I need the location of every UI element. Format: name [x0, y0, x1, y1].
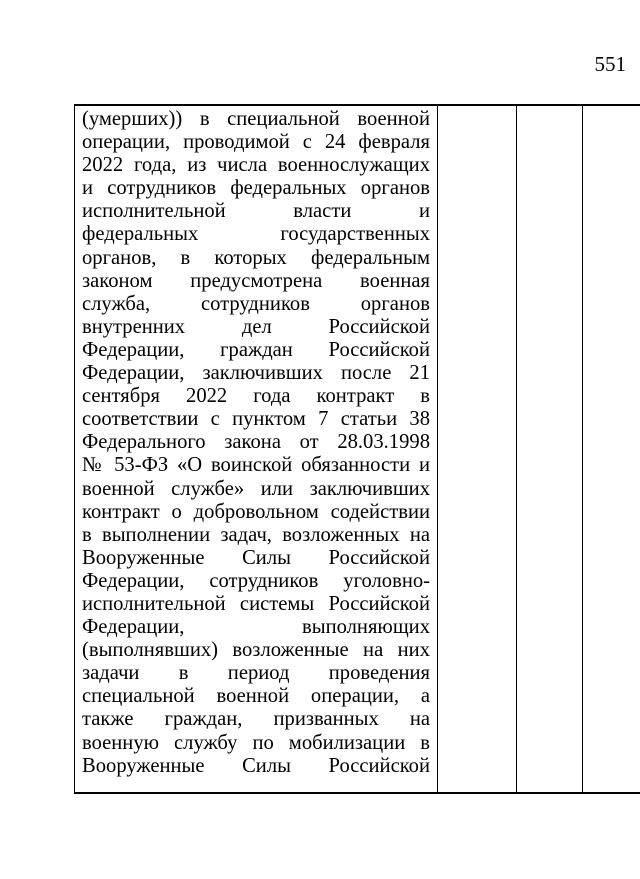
- text-line: Вооруженные Силы Российской: [82, 546, 430, 569]
- table-border-left: [74, 106, 75, 792]
- text-line: соответствии с пунктом 7 статьи 38: [82, 408, 430, 431]
- text-line: 2022 года, из числа военнослужащих: [82, 154, 430, 177]
- table-column-divider-2: [516, 106, 517, 792]
- text-line: внутренних дел Российской: [82, 315, 430, 338]
- text-line: Федерального закона от 28.03.1998: [82, 431, 430, 454]
- document-table: [74, 104, 640, 794]
- text-line: служба, сотрудников органов: [82, 292, 430, 315]
- text-line: (умерших)) в специальной военной: [82, 108, 430, 130]
- text-line: Федерации, заключивших после 21: [82, 362, 430, 385]
- text-line: в выполнении задач, возложенных на: [82, 523, 430, 546]
- table-cell-text: [82, 108, 430, 778]
- text-line: исполнительной системы Российской: [82, 592, 430, 615]
- text-line: Федерации, выполняющих: [82, 616, 430, 639]
- text-line: федеральных государственных: [82, 223, 430, 246]
- table-column-divider-3: [582, 106, 583, 792]
- text-line: также граждан, призванных на: [82, 708, 430, 731]
- text-line: специальной военной операции, а: [82, 685, 430, 708]
- text-line: операции, проводимой с 24 февраля: [82, 131, 430, 154]
- text-line: Федерации, граждан Российской: [82, 338, 430, 361]
- table-column-divider-1: [437, 106, 438, 792]
- text-line: сентября 2022 года контракт в: [82, 385, 430, 408]
- text-line: Федерации, сотрудников уголовно-: [82, 569, 430, 592]
- text-line: (выполнявших) возложенные на них: [82, 639, 430, 662]
- text-line: № 53-ФЗ «О воинской обязанности и: [82, 454, 430, 477]
- text-line: военную службу по мобилизации в: [82, 731, 430, 754]
- text-line: задачи в период проведения: [82, 662, 430, 685]
- text-line: Вооруженные Силы Российской: [82, 754, 430, 777]
- page-number: 551: [594, 52, 626, 76]
- text-line: органов, в которых федеральным: [82, 246, 430, 269]
- text-line: законом предусмотрена военная: [82, 269, 430, 292]
- text-line: исполнительной власти и: [82, 200, 430, 223]
- text-line: военной службе» или заключивших: [82, 477, 430, 500]
- text-line: контракт о добровольном содействии: [82, 500, 430, 523]
- text-line: и сотрудников федеральных органов: [82, 177, 430, 200]
